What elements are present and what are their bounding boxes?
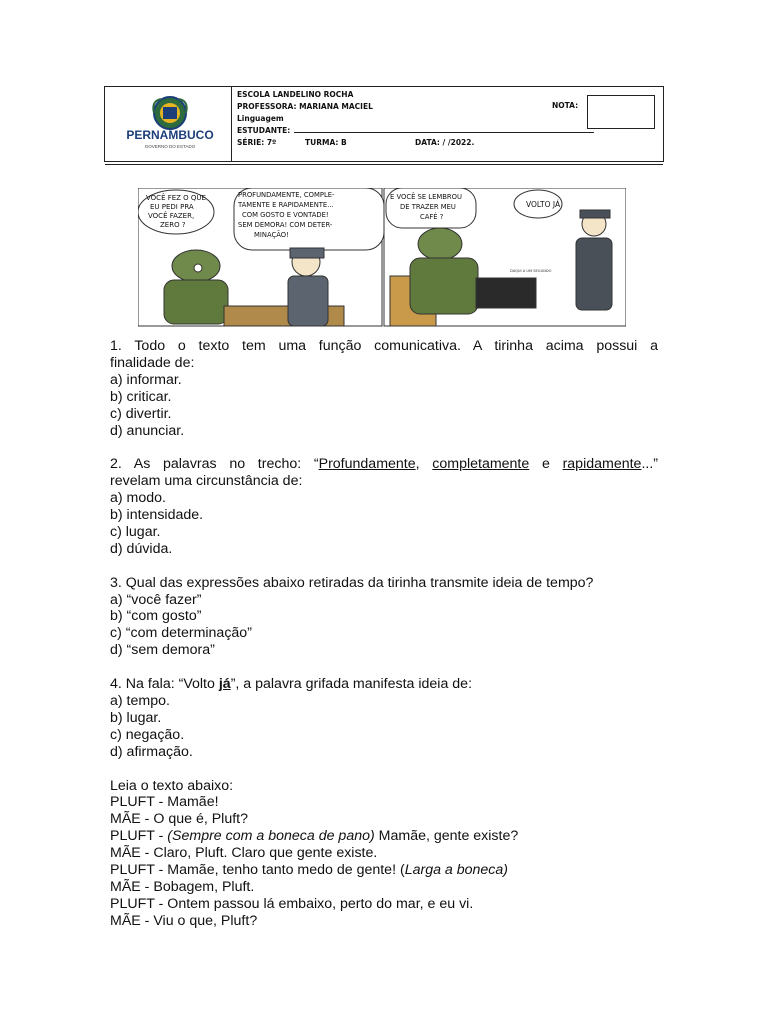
q4-option-d[interactable]: d) afirmação. [110,743,193,760]
balloon-1-text: VOCÊ FEZ O QUE EU PEDI PRA VOCÊ FAZER, ZERO ? [146,194,206,229]
grade-box[interactable] [587,95,655,129]
dialogue-line-5: PLUFT - Mamãe, tenho tanto medo de gente! (Larga a boneca) [110,862,509,879]
door-sign: DAQUI A UM SEGUNDO [510,269,552,273]
header-double-line [105,164,663,165]
dialogue-line-1: PLUFT - Mamãe! [110,794,219,811]
q3-option-c[interactable]: c) “com determinação” [110,625,252,642]
dialogue-line-3: PLUFT - (Sempre com a boneca de pano) Mamãe, gente existe? [110,828,519,845]
question-1 [110,338,658,439]
grade-label: NOTA: [552,101,579,110]
comic-strip [138,188,626,328]
q3-stem: 3. Qual das expressões abaixo retiradas da tirinha transmite ideia de tempo? [110,574,594,591]
logo-cell [105,87,232,161]
question-3 [110,575,658,660]
desk-2 [476,278,536,308]
balloon-3-text: E VOCÊ SE LEMBROU DE TRAZER MEU CAFÉ ? [390,193,462,221]
q1-option-a[interactable]: a) informar. [110,371,182,388]
reading-text [110,778,658,930]
student-field[interactable] [237,125,594,137]
q3-option-a[interactable]: a) “você fazer” [110,591,202,608]
sergeant-character [164,250,228,324]
q1-option-c[interactable]: c) divertir. [110,405,172,422]
q1-stem-cont: finalidade de: [110,354,195,371]
q4-option-b[interactable]: b) lugar. [110,709,162,726]
q2-stem: 2. As palavras no trecho: “Profundamente, completamente e rapidamente...” [110,456,658,473]
stage-direction: (Sempre com a boneca de pano) [167,828,375,845]
underlined-word-completamente: completamente [432,456,530,473]
date-label: DATA: / /2022. [415,138,475,147]
serie-label: SÉRIE: 7º [237,138,277,147]
q4-option-a[interactable]: a) tempo. [110,692,170,709]
dialogue-line-6: MÃE - Bobagem, Pluft. [110,878,255,895]
underlined-word-ja: já [218,676,231,693]
turma-label: TURMA: B [305,138,347,147]
q2-option-a[interactable]: a) modo. [110,490,166,507]
dialogue-line-7: PLUFT - Ontem passou lá embaixo, perto do mar, e eu vi. [110,895,474,912]
q1-option-b[interactable]: b) criticar. [110,388,172,405]
class-info-row [237,137,594,149]
student-name-line[interactable] [294,126,594,133]
q3-option-b[interactable]: b) “com gosto” [110,608,202,625]
q4-stem: 4. Na fala: “Volto já”, a palavra grifada manifesta ideia de: [110,676,473,693]
q1-stem: 1. Todo o texto tem uma função comunicativa. A tirinha acima possui a [110,338,658,354]
q4-option-c[interactable]: c) negação. [110,726,185,743]
school-name: ESCOLA LANDELINO ROCHA [237,90,354,99]
header-table [104,86,664,162]
dialogue-line-8: MÃE - Viu o que, Pluft? [110,912,258,929]
reading-intro: Leia o texto abaixo: [110,777,234,794]
question-2 [110,456,658,557]
dialogue-line-4: MÃE - Claro, Pluft. Claro que gente existe. [110,845,378,862]
header-fields [237,89,594,149]
dialogue-line-2: MÃE - O que é, Pluft? [110,811,248,828]
q2-option-b[interactable]: b) intensidade. [110,507,204,524]
stage-direction: Larga a boneca) [404,862,509,879]
q2-stem-cont: revelam uma circunstância de: [110,473,303,490]
q1-option-d[interactable]: d) anunciar. [110,422,185,439]
logo-text: PERNAMBUCO [126,128,214,142]
balloon-2-text: PROFUNDAMENTE, COMPLE- TAMENTE E RAPIDAMENTE... COM GOSTO E VONTADE! SEM DEMORA! COM DETER- MINAÇÃO! [238,191,335,239]
subject: Linguagem [237,114,284,123]
underlined-word-profundamente: Profundamente [318,456,416,473]
worksheet-content [110,338,658,930]
logo-subtext: GOVERNO DO ESTADO [144,144,196,149]
underlined-word-rapidamente: rapidamente [562,456,642,473]
balloon-4-text: VOLTO JÁ [526,200,561,209]
q3-option-d[interactable]: d) “sem demora” [110,642,215,659]
q2-option-d[interactable]: d) dúvida. [110,540,173,557]
teacher-name: PROFESSORA: MARIANA MACIEL [237,102,373,111]
student-label: ESTUDANTE: [237,126,291,135]
pernambuco-logo [123,93,217,153]
q2-option-c[interactable]: c) lugar. [110,523,161,540]
question-4 [110,676,658,761]
